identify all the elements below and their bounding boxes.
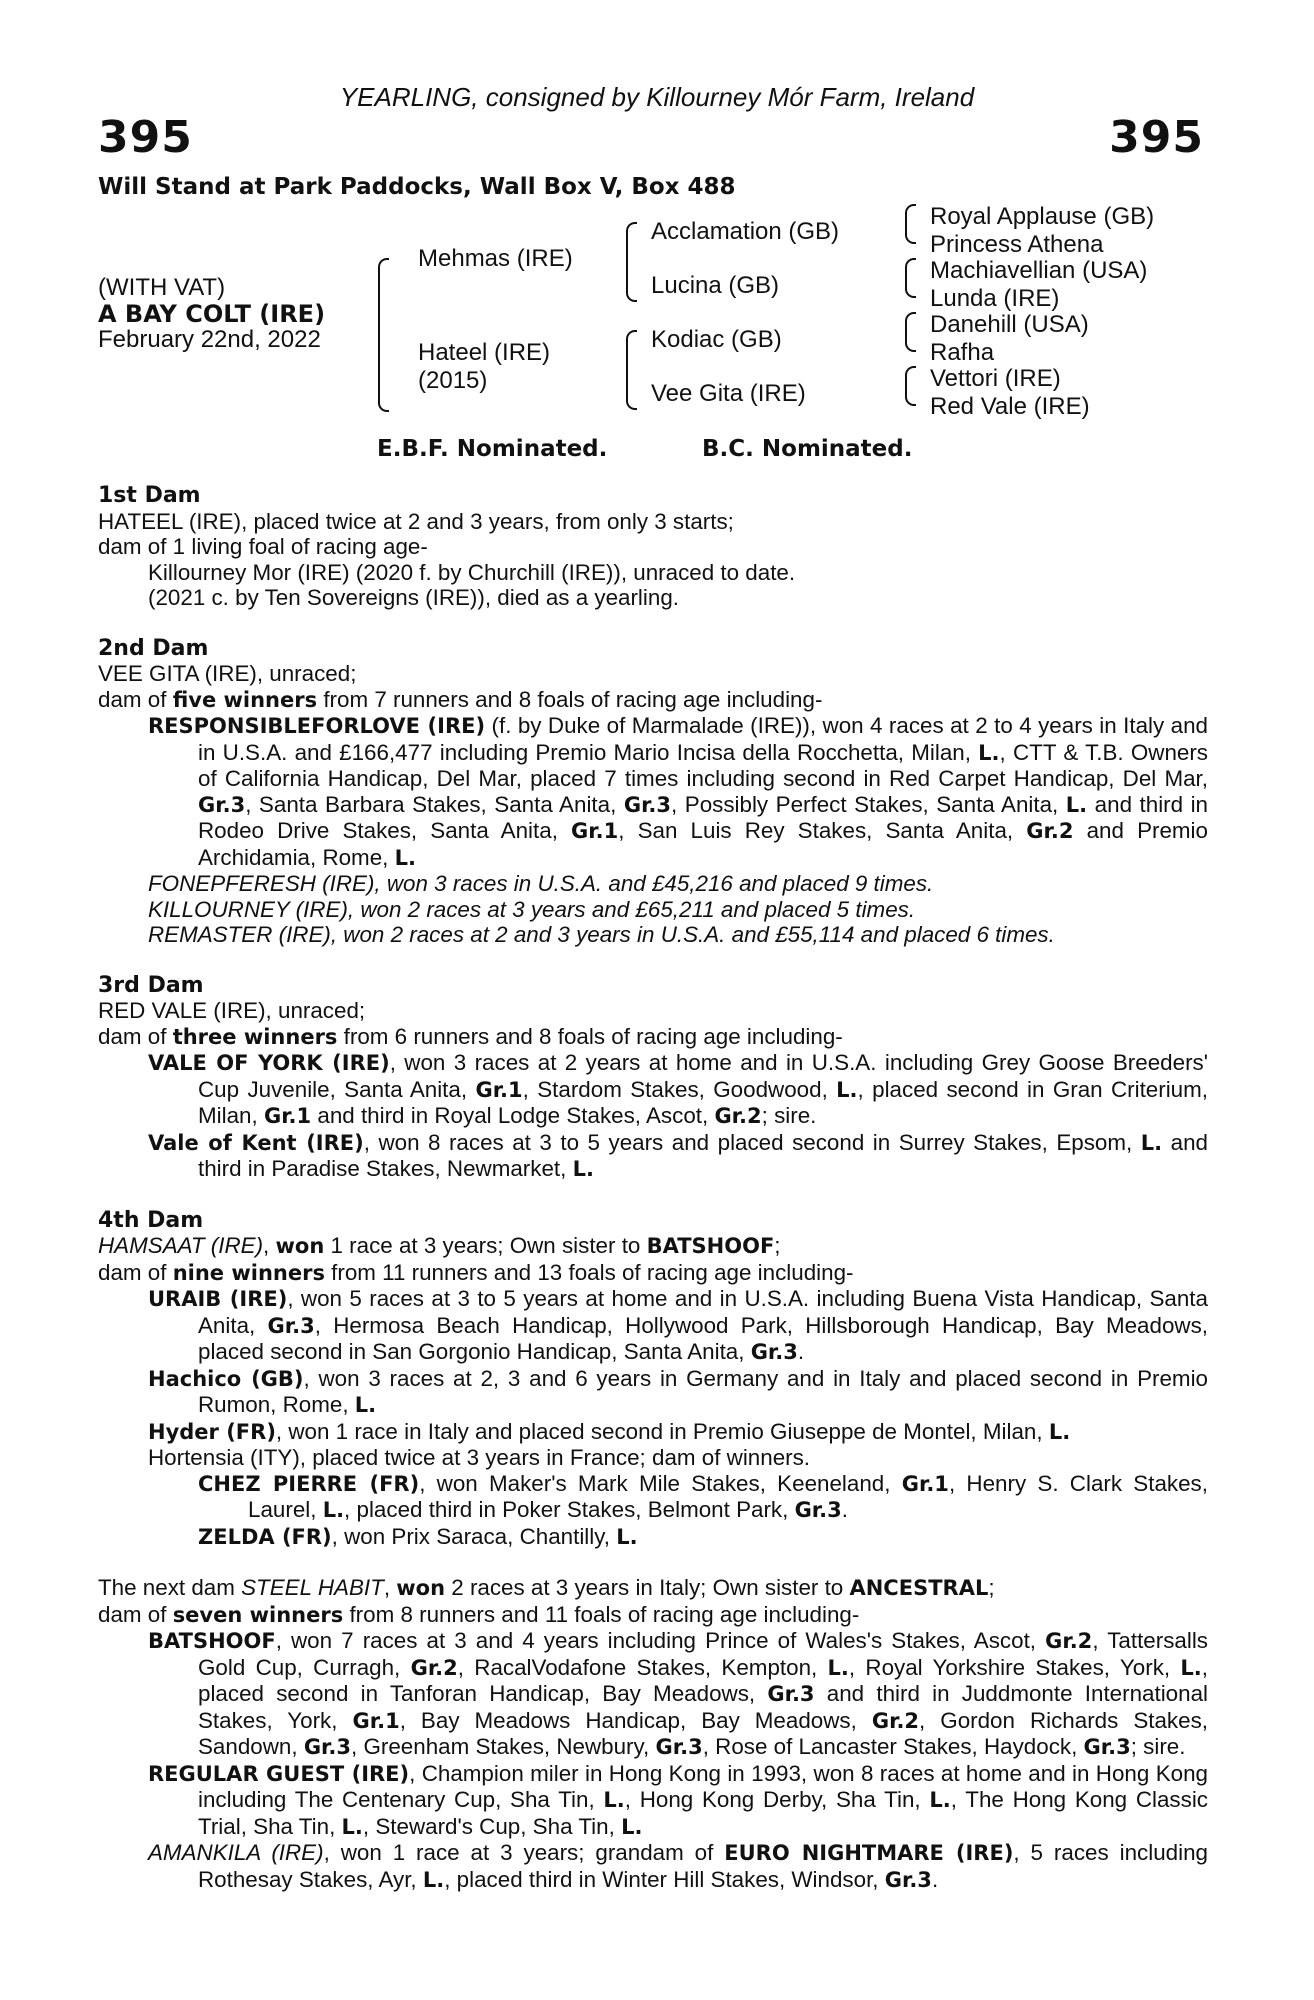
pedigree-gen3-3: Machiavellian (USA) (930, 257, 1148, 284)
fourth-dam-runner-4: Hortensia (ITY), placed twice at 3 years in France; dam of winners. (148, 1445, 811, 1470)
pedigree-dam-year: (2015) (418, 367, 488, 394)
consignor-subtitle: YEARLING, consigned by Killourney Mór Farm, Ireland (339, 82, 975, 112)
fourth-dam-runner-3: Hyder (FR), won 1 race in Italy and placed second in Premio Giuseppe de Montel, Milan, L. (148, 1418, 1071, 1444)
lot-number-left: 395 (98, 112, 193, 163)
pedigree-brace-g1 (905, 204, 916, 244)
foaling-date: February 22nd, 2022 (98, 326, 321, 353)
third-dam-produce: dam of three winners from 6 runners and 8 foals of racing age including- (98, 1023, 843, 1049)
fourth-dam-runner-1: URAIB (IRE), won 5 races at 3 to 5 years at home and in U.S.A. including Buena Vista Handicap, Santa Anita, Gr.3, Hermosa Beach Handicap, Hollywood Park, Hillsborough Handicap, Bay Meadows, placed second in San Gorgonio Handicap, Santa Anita, Gr.3. (148, 1286, 1208, 1364)
pedigree-gen3-1: Royal Applause (GB) (930, 203, 1155, 230)
third-dam-runner-1: VALE OF YORK (IRE), won 3 races at 2 years at home and in U.S.A. including Grey Goose Breeders' Cup Juvenile, Santa Anita, Gr.1, Stardom Stakes, Goodwood, L., placed second in Gran Criterium, Milan, Gr.1 and third in Royal Lodge Stakes, Ascot, Gr.2; sire. (148, 1050, 1208, 1128)
ebf-nominated: E.B.F. Nominated. (377, 436, 608, 462)
fourth-dam-runner-2: Hachico (GB), won 3 races at 2, 3 and 6 years in Germany and in Italy and placed second in Premio Rumon, Rome, L. (148, 1365, 1208, 1417)
pedigree-gen3-4: Lunda (IRE) (930, 285, 1060, 312)
next-dam-runner-1: BATSHOOF, won 7 races at 3 and 4 years including Prince of Wales's Stakes, Ascot, Gr.2, Tattersalls Gold Cup, Curragh, Gr.2, RacalVodafone Stakes, Kempton, L., Royal Yorkshire Stakes, York, L., placed second in Tanforan Handicap, Bay Meadows, Gr.3 and third in Juddmonte International Stakes, York, Gr.1, Bay Meadows Handicap, Bay Meadows, Gr.2, Gordon Richards Stakes, Sandown, Gr.3, Greenham Stakes, Newbury, Gr.3, Rose of Lancaster Stakes, Haydock, Gr.3; sire. (148, 1628, 1209, 1759)
fourth-dam-produce: dam of nine winners from 11 runners and 13 foals of racing age including- (98, 1259, 854, 1285)
next-dam-produce: dam of seven winners from 8 runners and 11 foals of racing age including- (98, 1601, 860, 1627)
pedigree-brace-main (378, 258, 389, 412)
pedigree-brace-sire (626, 222, 637, 302)
pedigree-brace-g3 (905, 312, 916, 352)
third-dam-line: RED VALE (IRE), unraced; (98, 998, 366, 1023)
third-dam-heading: 3rd Dam (98, 972, 204, 998)
pedigree-dam-sire: Kodiac (GB) (651, 326, 782, 353)
pedigree-dam: Hateel (IRE) (418, 339, 551, 366)
second-dam-heading: 2nd Dam (98, 635, 209, 661)
next-dam-runner-2: REGULAR GUEST (IRE), Champion miler in Hong Kong in 1993, won 8 races at home and in Hong Kong including The Centenary Cup, Sha Tin, L., Hong Kong Derby, Sha Tin, L., The Hong Kong Classic Trial, Sha Tin, L., Steward's Cup, Sha Tin, L. (148, 1760, 1208, 1839)
next-dam-line: The next dam STEEL HABIT, won 2 races at 3 years in Italy; Own sister to ANCESTRAL; (98, 1575, 995, 1600)
first-dam-produce: dam of 1 living foal of racing age- (98, 534, 428, 559)
pedigree-gen3-7: Vettori (IRE) (930, 365, 1061, 392)
pedigree-dam-dam: Vee Gita (IRE) (651, 380, 806, 407)
pedigree-gen3-2: Princess Athena (930, 231, 1104, 258)
fourth-dam-heading: 4th Dam (98, 1207, 204, 1233)
first-dam-foal-2: (2021 c. by Ten Sovereigns (IRE)), died as a yearling. (148, 585, 680, 610)
next-dam-runner-3: AMANKILA (IRE), won 1 race at 3 years; grandam of EURO NIGHTMARE (IRE), 5 races including Rothesay Stakes, Ayr, L., placed third in Winter Hill Stakes, Windsor, Gr.3. (148, 1840, 1208, 1892)
second-dam-runner-2: FONEPFERESH (IRE), won 3 races in U.S.A. and £45,216 and placed 9 times. (148, 871, 934, 896)
second-dam-produce: dam of five winners from 7 runners and 8 foals of racing age including- (98, 686, 823, 712)
pedigree-sire-sire: Acclamation (GB) (651, 218, 840, 245)
fourth-dam-line: HAMSAAT (IRE), won 1 race at 3 years; Own sister to BATSHOOF; (98, 1233, 781, 1258)
vat-note: (WITH VAT) (98, 274, 226, 301)
first-dam-foal-1: Killourney Mor (IRE) (2020 f. by Churchill (IRE)), unraced to date. (148, 559, 796, 585)
pedigree-gen3-8: Red Vale (IRE) (930, 393, 1090, 420)
first-dam-heading: 1st Dam (98, 483, 201, 508)
second-dam-line: VEE GITA (IRE), unraced; (98, 661, 357, 686)
fourth-dam-grandchild-1: CHEZ PIERRE (FR), won Maker's Mark Mile Stakes, Keeneland, Gr.1, Henry S. Clark Stakes, Laurel, L., placed third in Poker Stakes, Belmont Park, Gr.3. (198, 1470, 1208, 1522)
pedigree-sire-dam: Lucina (GB) (651, 272, 780, 299)
colt-name: A BAY COLT (IRE) (98, 300, 326, 328)
second-dam-runner-4: REMASTER (IRE), won 2 races at 2 and 3 years in U.S.A. and £55,114 and placed 6 times. (148, 922, 1055, 947)
pedigree-sire: Mehmas (IRE) (418, 245, 573, 272)
second-dam-runner-3: KILLOURNEY (IRE), won 2 races at 3 years and £65,211 and placed 5 times. (148, 896, 916, 922)
first-dam-line: HATEEL (IRE), placed twice at 2 and 3 years, from only 3 starts; (98, 508, 734, 534)
pedigree-brace-g2 (905, 258, 916, 298)
pedigree-brace-dam (626, 330, 637, 410)
second-dam-runner-1: RESPONSIBLEFORLOVE (IRE) (f. by Duke of Marmalade (IRE)), won 4 races at 2 to 4 years in Italy and in U.S.A. and £166,477 including Premio Mario Incisa della Rocchetta, Milan, L., CTT & T.B. Owners of California Handicap, Del Mar, placed 7 times including second in Red Carpet Handicap, Del Mar, Gr.3, Santa Barbara Stakes, Santa Anita, Gr.3, Possibly Perfect Stakes, Santa Anita, L. and third in Rodeo Drive Stakes, Santa Anita, Gr.1, San Luis Rey Stakes, Santa Anita, Gr.2 and Premio Archidamia, Rome, L. (148, 713, 1209, 870)
third-dam-runner-2: Vale of Kent (IRE), won 8 races at 3 to 5 years and placed second in Surrey Stakes, Epsom, L. and third in Paradise Stakes, Newmarket, L. (148, 1129, 1208, 1181)
produce-record (98, 483, 1208, 1893)
stand-location: Will Stand at Park Paddocks, Wall Box V, Box 488 (98, 174, 736, 200)
pedigree-gen3-5: Danehill (USA) (930, 311, 1089, 338)
pedigree-brace-g4 (905, 366, 916, 406)
pedigree-gen3-6: Rafha (930, 339, 995, 366)
lot-number-right: 395 (1109, 112, 1204, 163)
fourth-dam-grandchild-2: ZELDA (FR), won Prix Saraca, Chantilly, L. (198, 1523, 638, 1549)
bc-nominated: B.C. Nominated. (702, 436, 913, 462)
